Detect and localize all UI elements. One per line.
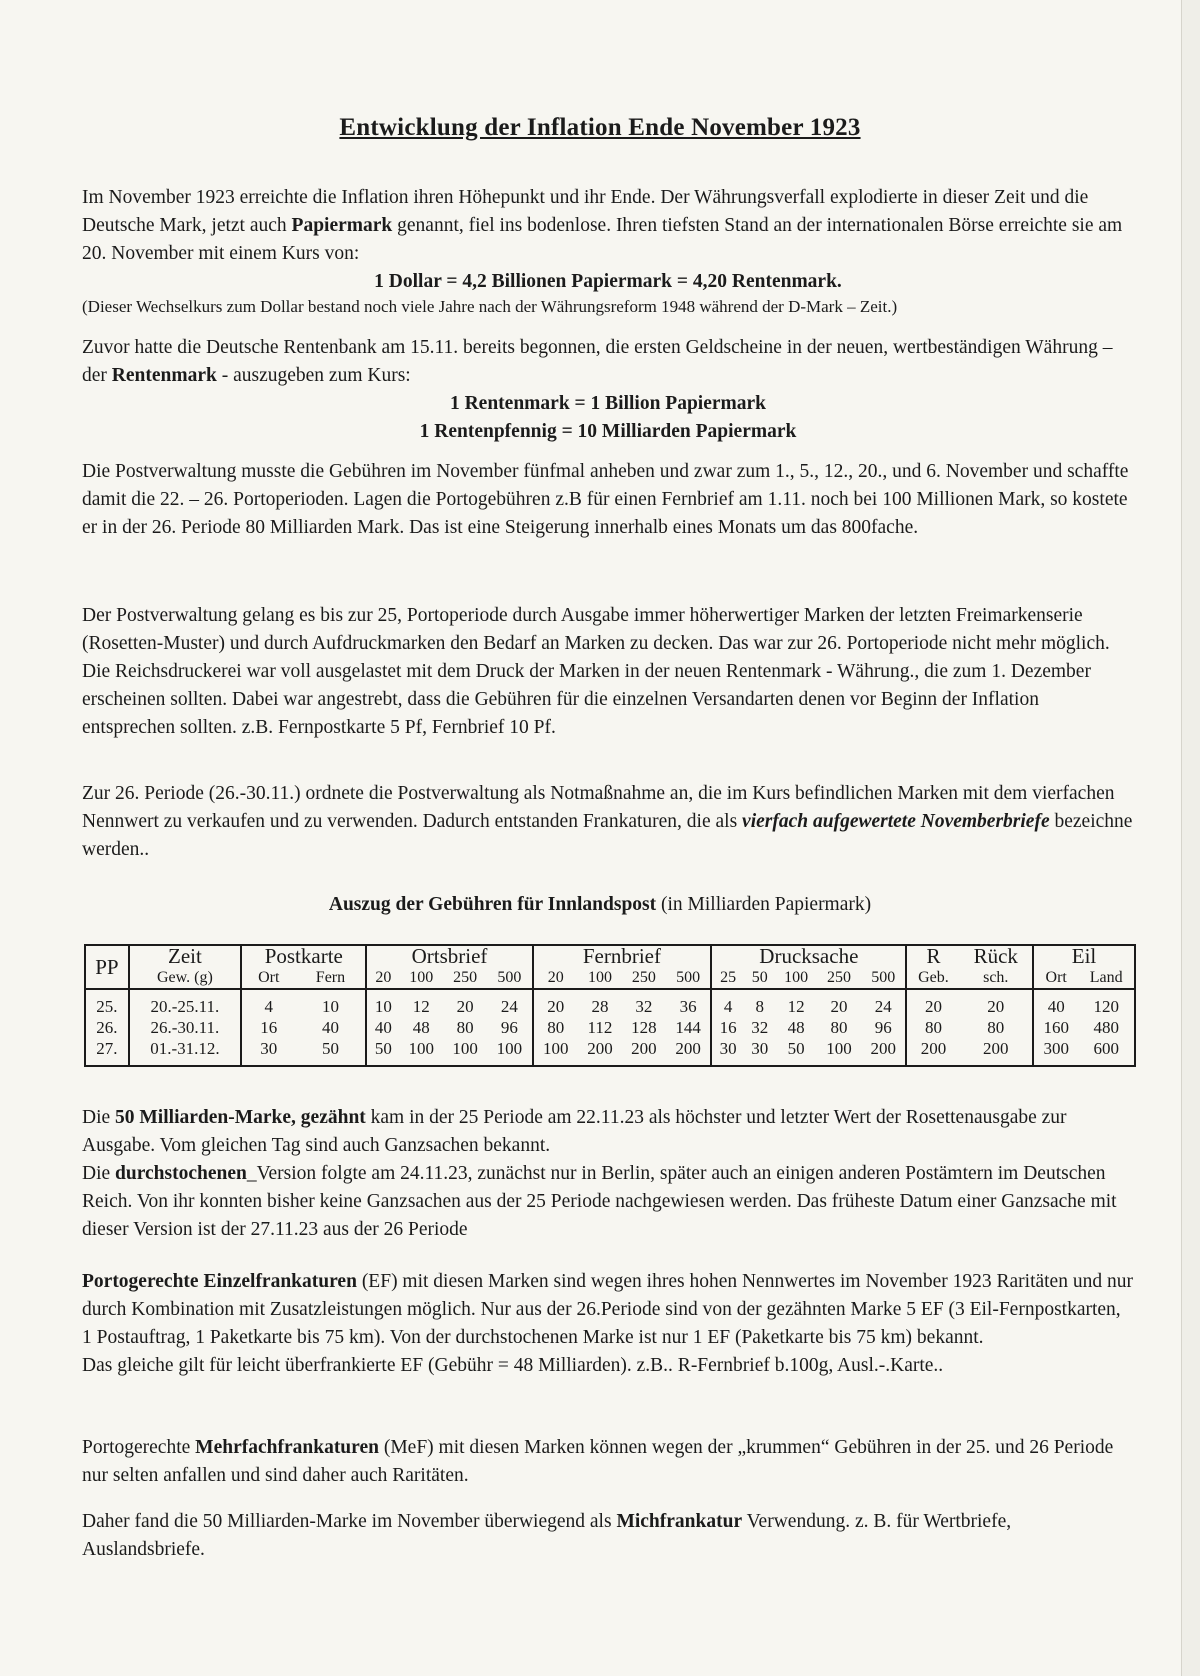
mixed-franking-paragraph — [82, 1508, 1134, 1564]
header-r: R — [906, 945, 959, 967]
table-cell: 200 — [622, 1038, 666, 1066]
table-cell: 96 — [500, 1018, 518, 1037]
rentenmark-section — [82, 334, 1134, 446]
table-header-row — [85, 945, 1135, 967]
rate-note: (Dieser Wechselkurs zum Dollar bestand noch viele Jahre nach der Währungsreform 1948 während der D-Mark – Zeit.) — [82, 297, 898, 316]
intro-text-c: genannt, fiel ins bodenlose. Ihren tiefsten Stand an der internationalen Börse erreichte sie am 20. November mit einem Kurs von: — [82, 215, 1123, 264]
sub-eil-land: Land — [1078, 967, 1135, 989]
mef-paragraph — [82, 1434, 1134, 1490]
header-eil: Eil — [1033, 945, 1135, 967]
renten-term: Rentenmark — [111, 365, 217, 386]
sub-ds-500: 500 — [861, 967, 906, 989]
cell-date: 01.-31.12. — [129, 1038, 241, 1066]
post-fees-text: Die Postverwaltung musste die Gebühren im November fünfmal anheben und zwar zum 1., 5., 12., 20., und 6. November und schaffte damit die 22. – 26. Portoperioden. Lagen die Portogebühren z.B für einen Fernbrief am 1.11. noch bei 100 Millionen Mark, so kostete er in der 26. Periode 80 Milliarden Mark. Das ist eine Steigerung innerhalb eines Monats um das 800fache. — [82, 461, 1129, 538]
sub-ds-25: 25 — [711, 967, 744, 989]
document-title: Entwicklung der Inflation Ende November 1923 — [339, 114, 861, 141]
ef-text — [82, 1268, 1134, 1352]
sub-fb-20: 20 — [533, 967, 578, 989]
table-cell: 24 — [874, 997, 892, 1016]
table-cell: 10 — [366, 989, 399, 1017]
table-cell: 4 — [241, 989, 295, 1017]
stamp-50-text-c: kam in der 25 Periode am 22.11.23 als höchster und letzter Wert der Rosettenausgabe zur Ausgabe. Vom gleichen Tag sind auch Ganzsachen bekannt. — [82, 1107, 1067, 1156]
period-26-term: vierfach aufgewertete Novemberbriefe — [742, 811, 1050, 832]
rentenmark-rate: 1 Rentenmark = 1 Billion Papiermark — [449, 393, 767, 414]
table-cell: 100 — [533, 1038, 578, 1066]
sub-ob-20: 20 — [366, 967, 399, 989]
table-cell: 80 — [906, 1017, 959, 1038]
table-cell: 16 — [241, 1017, 295, 1038]
mixed-term: Michfrankatur — [616, 1511, 743, 1532]
table-cell: 480 — [1078, 1017, 1135, 1038]
table-cell: 32 — [751, 1018, 769, 1037]
renten-text-c: - auszugeben zum Kurs: — [216, 365, 411, 386]
ef-overfranked-text: Das gleiche gilt für leicht überfrankierte EF (Gebühr = 48 Milliarden). z.B.. R-Fernbrief b.100g, Ausl.-.Karte.. — [82, 1355, 944, 1376]
table-cell: 10 — [321, 997, 339, 1016]
table-cell: 200 — [578, 1038, 622, 1066]
table-cell: 96 — [874, 1018, 892, 1037]
table-cell: 50 — [366, 1038, 399, 1066]
intro-paragraph — [82, 184, 1134, 268]
sub-r-geb: Geb. — [906, 967, 959, 989]
header-ortsbrief: Ortsbrief — [366, 945, 532, 967]
table-cell: 20 — [456, 997, 474, 1016]
header-rueck: Rück — [960, 945, 1033, 967]
cell-period: 25. — [85, 989, 129, 1017]
rouletted-text-a: Die — [82, 1163, 116, 1184]
stamp-50-text-a: Die — [82, 1107, 116, 1128]
table-cell: 100 — [399, 1038, 443, 1066]
table-cell: 36 — [679, 997, 697, 1016]
table-cell: 40 — [321, 1018, 339, 1037]
intro-section — [82, 184, 1134, 318]
table-cell: 30 — [711, 1038, 744, 1066]
post-fees-paragraph — [82, 458, 1134, 542]
table-cell: 200 — [906, 1038, 959, 1066]
table-cell: 300 — [1033, 1038, 1078, 1066]
table-cell: 100 — [487, 1038, 532, 1066]
table-cell: 200 — [861, 1038, 906, 1066]
table-cell: 8 — [755, 997, 764, 1016]
table-cell: 112 — [587, 1018, 613, 1037]
table-cell: 16 — [711, 1017, 744, 1038]
table-cell: 32 — [635, 997, 653, 1016]
table-cell: 128 — [631, 1018, 657, 1037]
sub-eil-ort: Ort — [1033, 967, 1078, 989]
sub-ds-250: 250 — [817, 967, 861, 989]
period-26-text-a: Zur 26. Periode (26.-30.11.) ordnete die Postverwaltung als Notmaßnahme an, die im Kurs befindlichen Marken mit dem vierfachen Nennwert zu verkaufen und zu verwenden. Dadurch entstanden Frankaturen, die als — [82, 783, 1115, 832]
page-edge — [1181, 0, 1200, 1676]
table-cell: 20 — [987, 997, 1005, 1016]
mixed-text-c: Verwendung. z. B. für Wertbriefe, Auslandsbriefe. — [82, 1511, 1012, 1560]
renten-text-a: Zuvor hatte die Deutsche Rentenbank am 15.11. bereits begonnen, die ersten Geldscheine in der neuen, wertbeständigen Währung – der — [82, 337, 1113, 386]
table-cell: 30 — [241, 1038, 295, 1066]
period-26-text — [82, 780, 1134, 864]
sub-ds-50: 50 — [744, 967, 775, 989]
table-cell: 12 — [787, 997, 805, 1016]
dollar-rate: 1 Dollar = 4,2 Billionen Papiermark = 4,20 Rentenmark. — [374, 271, 842, 292]
cell-period: 26. — [85, 1017, 129, 1038]
rentenmark-paragraph — [82, 334, 1134, 390]
mef-text — [82, 1434, 1134, 1490]
sub-ob-500: 500 — [487, 967, 532, 989]
rouletted-text — [82, 1160, 1134, 1244]
table-cell: 80 — [456, 1018, 474, 1037]
sub-ds-100: 100 — [775, 967, 817, 989]
table-cell: 144 — [675, 1018, 701, 1037]
ef-paragraph — [82, 1268, 1134, 1380]
header-drucksache: Drucksache — [711, 945, 906, 967]
table-cell: 160 — [1033, 1017, 1078, 1038]
table-subheader-row — [85, 967, 1135, 989]
table-caption-rest: (in Milliarden Papiermark) — [656, 894, 872, 915]
period-26-text-c: bezeichne werden.. — [82, 811, 1133, 860]
header-postkarte: Postkarte — [241, 945, 366, 967]
table-cell: 30 — [744, 1038, 775, 1066]
mixed-franking-text — [82, 1508, 1134, 1564]
table-cell: 20 — [830, 997, 848, 1016]
intro-text-a: Im November 1923 erreichte die Inflation ihren Höhepunkt und ihr Ende. Der Währungsverfall explodierte in dieser Zeit und die Deutsche Mark, jetzt auch — [82, 187, 1089, 236]
table-caption-bold: Auszug der Gebühren für Innlandspost — [328, 894, 657, 915]
sub-ob-100: 100 — [399, 967, 443, 989]
mef-term: Mehrfachfrankaturen — [195, 1437, 379, 1458]
table-row — [85, 989, 1135, 1017]
fee-table — [84, 944, 1136, 1067]
table-cell: 12 — [412, 997, 430, 1016]
cell-date: 20.-25.11. — [129, 989, 241, 1017]
sub-pk-ort: Ort — [241, 967, 295, 989]
table-cell: 24 — [500, 997, 518, 1016]
header-pp: PP — [85, 945, 129, 989]
table-row — [85, 1017, 1135, 1038]
ef-text-b: (EF) mit diesen Marken sind wegen ihres hohen Nennwertes im November 1923 Raritäten und nur durch Kombination mit Zusatzleistungen möglich. Nur aus der 26.Periode sind von der gezähnten Marke 5 EF (3 Eil-Fernpostkarten, 1 Postauftrag, 1 Paketkarte bis 75 km). Von der durchstochenen Marke ist nur 1 EF (Paketkarte bis 75 km) bekannt. — [82, 1271, 1133, 1348]
table-cell: 200 — [666, 1038, 711, 1066]
stamps-paragraph — [82, 602, 1134, 742]
table-cell: 120 — [1078, 989, 1135, 1017]
header-gewicht: Gew. (g) — [129, 967, 241, 989]
cell-period: 27. — [85, 1038, 129, 1066]
stamp-50-paragraph — [82, 1104, 1134, 1244]
table-cell: 100 — [443, 1038, 487, 1066]
table-cell: 50 — [775, 1038, 817, 1066]
sub-pk-fern: Fern — [295, 967, 366, 989]
mef-text-c: (MeF) mit diesen Marken können wegen der „krummen“ Gebühren in der 25. und 26 Periode nur selten anfallen und sind daher auch Raritäten. — [82, 1437, 1114, 1486]
stamps-text: Der Postverwaltung gelang es bis zur 25, Portoperiode durch Ausgabe immer höherwertiger Marken der letzten Freimarkenserie (Rosetten-Muster) und durch Aufdruckmarken den Bedarf an Marken zu decken. Das war zur 26. Portoperiode nicht mehr möglich. Die Reichsdruckerei war voll ausgelastet mit dem Druck der Marken in der neuen Rentenmark - Währung., die zum 1. Dezember erscheinen sollten. Dabei war angestrebt, dass die Gebühren für die einzelnen Versandarten denen vor Beginn der Inflation entsprechen sollten. z.B. Fernpostkarte 5 Pf, Fernbrief 10 Pf. — [82, 605, 1110, 738]
period-26-paragraph — [82, 780, 1134, 864]
table-row — [85, 1038, 1135, 1066]
mixed-text-a: Daher fand die 50 Milliarden-Marke im November überwiegend als — [82, 1511, 617, 1532]
rentenpfennig-rate: 1 Rentenpfennig = 10 Milliarden Papiermark — [419, 421, 797, 442]
sub-ob-250: 250 — [443, 967, 487, 989]
sub-fb-250: 250 — [622, 967, 666, 989]
table-cell: 20 — [906, 989, 959, 1017]
table-cell: 4 — [711, 989, 744, 1017]
table-cell: 100 — [817, 1038, 861, 1066]
mef-text-a: Portogerechte — [82, 1437, 196, 1458]
table-caption — [0, 894, 1200, 916]
stamp-50-term: 50 Milliarden-Marke, gezähnt — [115, 1107, 366, 1128]
table-cell: 600 — [1078, 1038, 1135, 1066]
stamp-50-text — [82, 1104, 1134, 1160]
sub-r-sch: sch. — [960, 967, 1033, 989]
rouletted-term: durchstochenen — [115, 1163, 247, 1184]
table-cell: 48 — [412, 1018, 430, 1037]
table-cell: 20 — [533, 989, 578, 1017]
cell-date: 26.-30.11. — [129, 1017, 241, 1038]
table-cell: 40 — [1033, 989, 1078, 1017]
table-cell: 28 — [591, 997, 609, 1016]
table-cell: 80 — [830, 1018, 848, 1037]
sub-fb-500: 500 — [666, 967, 711, 989]
table-body — [85, 989, 1135, 1066]
table-cell: 40 — [366, 1017, 399, 1038]
table-cell: 50 — [295, 1038, 366, 1066]
table-cell: 48 — [787, 1018, 805, 1037]
rouletted-text-c: _Version folgte am 24.11.23, zunächst nur in Berlin, später auch an einigen anderen Postämtern im Deutschen Reich. Von ihr konnten bisher keine Ganzsachen aus der 25 Periode nachgewiesen werden. Das früheste Datum einer Ganzsache mit dieser Version ist der 27.11.23 aus der 26 Periode — [82, 1163, 1117, 1240]
sub-fb-100: 100 — [578, 967, 622, 989]
header-zeit: Zeit — [129, 945, 241, 967]
table-cell: 200 — [960, 1038, 1033, 1066]
header-fernbrief: Fernbrief — [533, 945, 712, 967]
ef-term: Portogerechte Einzelfrankaturen — [82, 1271, 357, 1292]
table-cell: 80 — [987, 1018, 1005, 1037]
table-cell: 80 — [533, 1017, 578, 1038]
intro-term-papiermark: Papiermark — [291, 215, 393, 236]
